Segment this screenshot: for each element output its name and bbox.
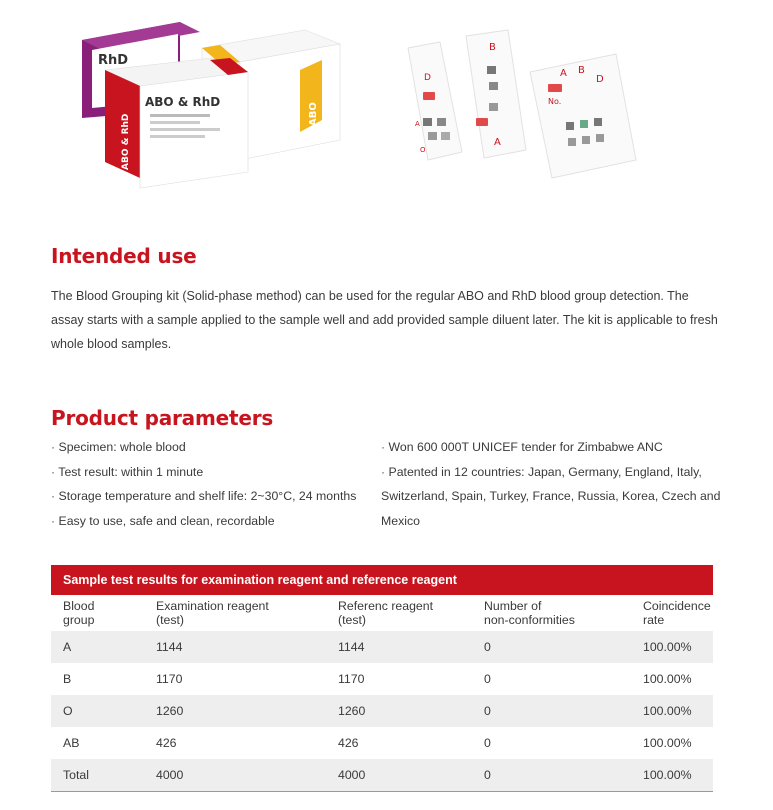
cell-coincidence: 100.00%: [643, 768, 692, 782]
cell-group: O: [63, 704, 73, 718]
cell-nonconformities: 0: [484, 704, 491, 718]
cell-reference: 4000: [338, 768, 366, 782]
abo-rhd-box-label: ABO & RhD: [145, 95, 221, 109]
parameter-item: · Patented in 12 countries: Japan, Germany, England, Italy, Switzerland, Spain, Turkey, France, Russia, Korea, Czech and Mexico: [381, 460, 721, 534]
cell-reference: 1144: [338, 640, 365, 654]
parameter-item: · Storage temperature and shelf life: 2~30°C, 24 months: [51, 484, 371, 509]
cell-group: AB: [63, 736, 80, 750]
cell-examination: 1260: [156, 704, 184, 718]
card2-letter-a: A: [494, 137, 501, 148]
card3-number-label: No.: [548, 97, 562, 106]
table-row: [51, 663, 713, 695]
cell-coincidence: 100.00%: [643, 640, 692, 654]
card1-letter-o: O: [420, 146, 426, 154]
cell-group: A: [63, 640, 72, 654]
intended-use-title: Intended use: [51, 244, 197, 268]
cell-examination: 426: [156, 736, 177, 750]
cell-examination: 1170: [156, 672, 183, 686]
test-card-3: [530, 54, 636, 178]
abo-rhd-box-side-label: ABO & RhD: [121, 113, 131, 170]
card3-letter-a: A: [560, 68, 567, 79]
cell-nonconformities: 0: [484, 672, 491, 686]
abo-box-side-label: ABO: [308, 102, 319, 126]
table-row: [51, 631, 713, 663]
results-table-title: Sample test results for examination reagent and reference reagent: [51, 565, 713, 595]
test-card-1: [408, 42, 462, 160]
cell-coincidence: 100.00%: [643, 704, 692, 718]
header-non-conformities: Number of non-conformities: [484, 599, 575, 627]
parameters-list-right: [381, 435, 721, 533]
cell-reference: 426: [338, 736, 359, 750]
header-coincidence-rate: Coincidence rate: [643, 599, 711, 627]
header-examination-reagent: Examination reagent (test): [156, 599, 269, 627]
table-header-row: [51, 595, 713, 631]
cell-nonconformities: 0: [484, 640, 491, 654]
cell-examination: 4000: [156, 768, 184, 782]
abo-rhd-box: [105, 58, 248, 188]
parameters-list-left: [51, 435, 371, 533]
results-table: [51, 595, 713, 792]
parameter-item: · Specimen: whole blood: [51, 435, 371, 460]
parameter-item: · Won 600 000T UNICEF tender for Zimbabwe ANC: [381, 435, 721, 460]
table-row: [51, 727, 713, 759]
table-row-total: [51, 759, 713, 792]
card3-letter-d: D: [596, 74, 604, 85]
parameter-item: · Easy to use, safe and clean, recordable: [51, 509, 371, 534]
cell-coincidence: 100.00%: [643, 672, 692, 686]
parameter-item: · Test result: within 1 minute: [51, 460, 371, 485]
table-row: [51, 695, 713, 727]
results-table-section: [51, 565, 713, 792]
cell-coincidence: 100.00%: [643, 736, 692, 750]
product-hero-image: [0, 0, 773, 215]
card2-letter-b: B: [489, 42, 496, 53]
header-reference-reagent: Referenc reagent (test): [338, 599, 434, 627]
card3-letter-b: B: [578, 65, 585, 76]
rhd-box-label: RhD: [98, 53, 129, 68]
test-card-2: [466, 30, 526, 158]
cell-nonconformities: 0: [484, 768, 491, 782]
product-parameters-title: Product parameters: [51, 406, 274, 430]
cell-examination: 1144: [156, 640, 183, 654]
cell-nonconformities: 0: [484, 736, 491, 750]
intended-use-text: The Blood Grouping kit (Solid-phase method) can be used for the regular ABO and RhD blood group detection. The assay starts with a sample applied to the sample well and add provided sample diluent later. The kit is applicable to fresh whole blood samples.: [51, 289, 718, 351]
cell-reference: 1260: [338, 704, 366, 718]
header-blood-group: Blood group: [63, 599, 95, 627]
card1-letter-a: A: [415, 120, 420, 128]
cell-reference: 1170: [338, 672, 365, 686]
card1-letter-d: D: [424, 73, 431, 83]
cell-group: B: [63, 672, 72, 686]
cell-group: Total: [63, 768, 89, 782]
